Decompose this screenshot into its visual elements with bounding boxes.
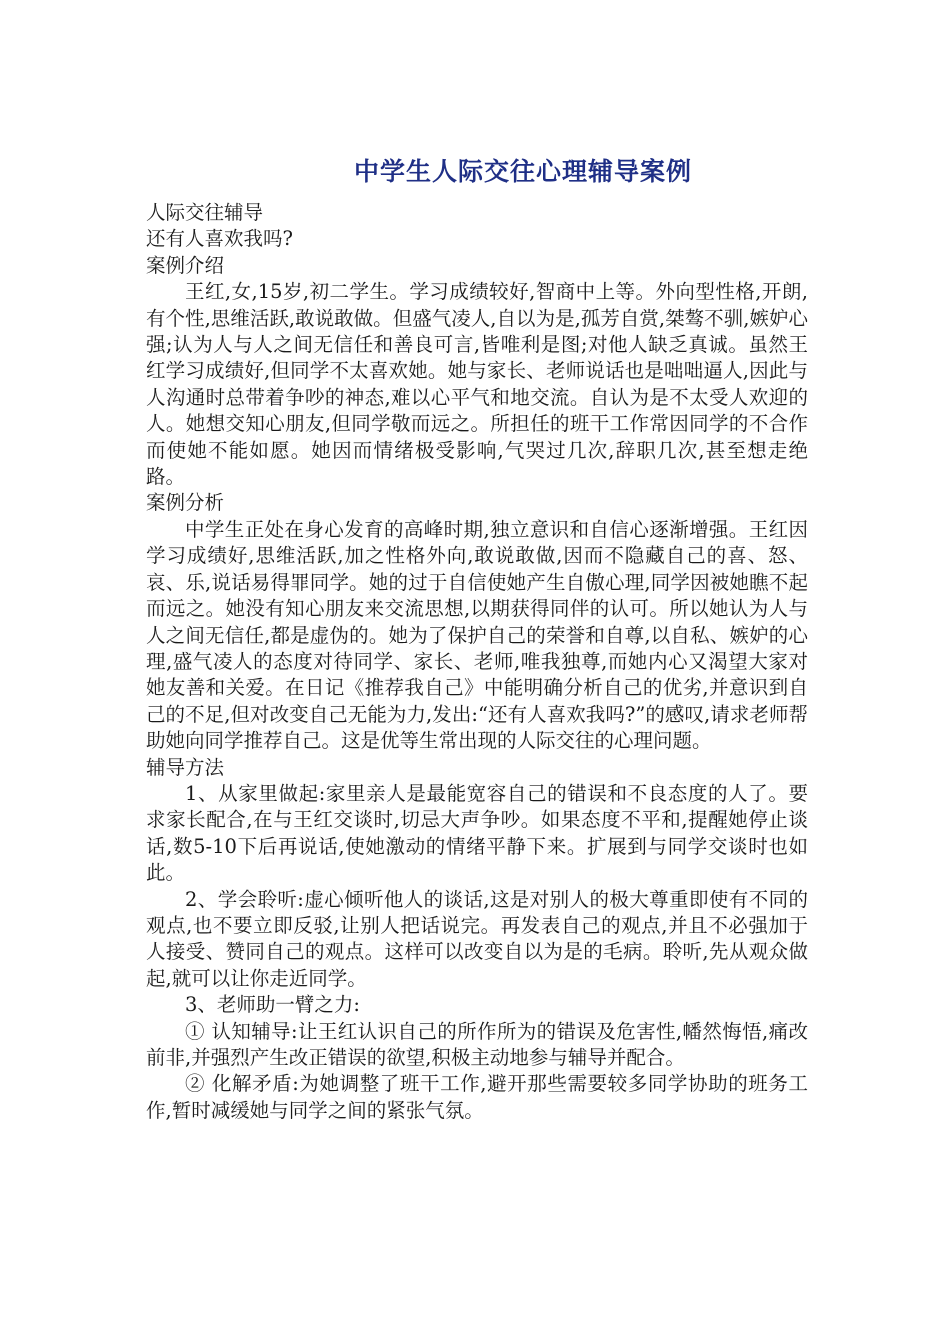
method-heading: 辅导方法 (146, 755, 225, 779)
case-analysis-heading: 案例分析 (146, 491, 225, 515)
method-item-2: 2、学会聆听:虚心倾听他人的谈话,这是对别人的极大尊重即使有不同的观点,也不要立即反驳,让别人把话说完。再发表自己的观点,并且不必强加于人接受、赞同自己的观点。这样可以改变自以为是的毛病。聆听,先从观众做起,就可以让你走近同学。 (146, 887, 808, 990)
method-item-1: 1、从家里做起:家里亲人是最能宽容自己的错误和不良态度的人了。要求家长配合,在与王红交谈时,切忌大声争吵。如果态度不平和,提醒她停止谈话,数5-10下后再说话,使她激动的情绪平静下来。扩展到与同学交谈时也如此。 (146, 781, 808, 885)
document-title: 中学生人际交往心理辅导案例 (353, 157, 692, 186)
section-label: 人际交往辅导 (146, 201, 264, 224)
case-intro-heading: 案例介绍 (146, 253, 225, 277)
method-item-3: 3、老师助一臂之力: (185, 993, 360, 1017)
method-item-3a: ① 认知辅导:让王红认识自己的所作所为的错误及危害性,幡然悔悟,痛改前非,并强烈产生改正错误的欲望,积极主动地参与辅导并配合。 (146, 1019, 808, 1069)
case-intro-paragraph: 王红,女,15岁,初二学生。学习成绩较好,智商中上等。外向型性格,开朗,有个性,思维活跃,敢说敢做。但盛气凌人,自以为是,孤芳自赏,桀骜不驯,嫉妒心强;认为人与人之间无信任和善良可言,皆唯利是图;对他人缺乏真诚。虽然王红学习成绩好,但同学不太喜欢她。她与家长、老师说话也是咄咄逼人,因此与人沟通时总带着争吵的神态,难以心平气和地交流。自认为是不太受人欢迎的人。她想交知心朋友,但同学敬而远之。所担任的班干工作常因同学的不合作而使她不能如愿。她因而情绪极受影响,气哭过几次,辞职几次,甚至想走绝路。 (146, 280, 808, 489)
method-item-3b: ② 化解矛盾:为她调整了班干工作,避开那些需要较多同学协助的班务工作,暂时减缓她与同学之间的紧张气氛。 (146, 1072, 808, 1122)
case-analysis-paragraph: 中学生正处在身心发育的高峰时期,独立意识和自信心逐渐增强。王红因学习成绩好,思维活跃,加之性格外向,敢说敢做,因而不隐藏自己的喜、怒、哀、乐,说话易得罪同学。她的过于自信使她产生自傲心理,同学因被她瞧不起而远之。她没有知心朋友来交流思想,以期获得同伴的认可。所以她认为人与人之间无信任,都是虚伪的。她为了保护自己的荣誉和自尊,以自私、嫉妒的心理,盛气凌人的态度对待同学、家长、老师,唯我独尊,而她内心又渴望大家对她友善和关爱。在日记《推荐我自己》中能明确分析自己的优劣,并意识到自己的不足,但对改变自己无能为力,发出:“还有人喜欢我吗?”的感叹,请求老师帮助她向同学推荐自己。这是优等生常出现的人际交往的心理问题。 (146, 517, 808, 753)
article-subtitle: 还有人喜欢我吗? (146, 227, 293, 251)
document-body (146, 200, 808, 1124)
